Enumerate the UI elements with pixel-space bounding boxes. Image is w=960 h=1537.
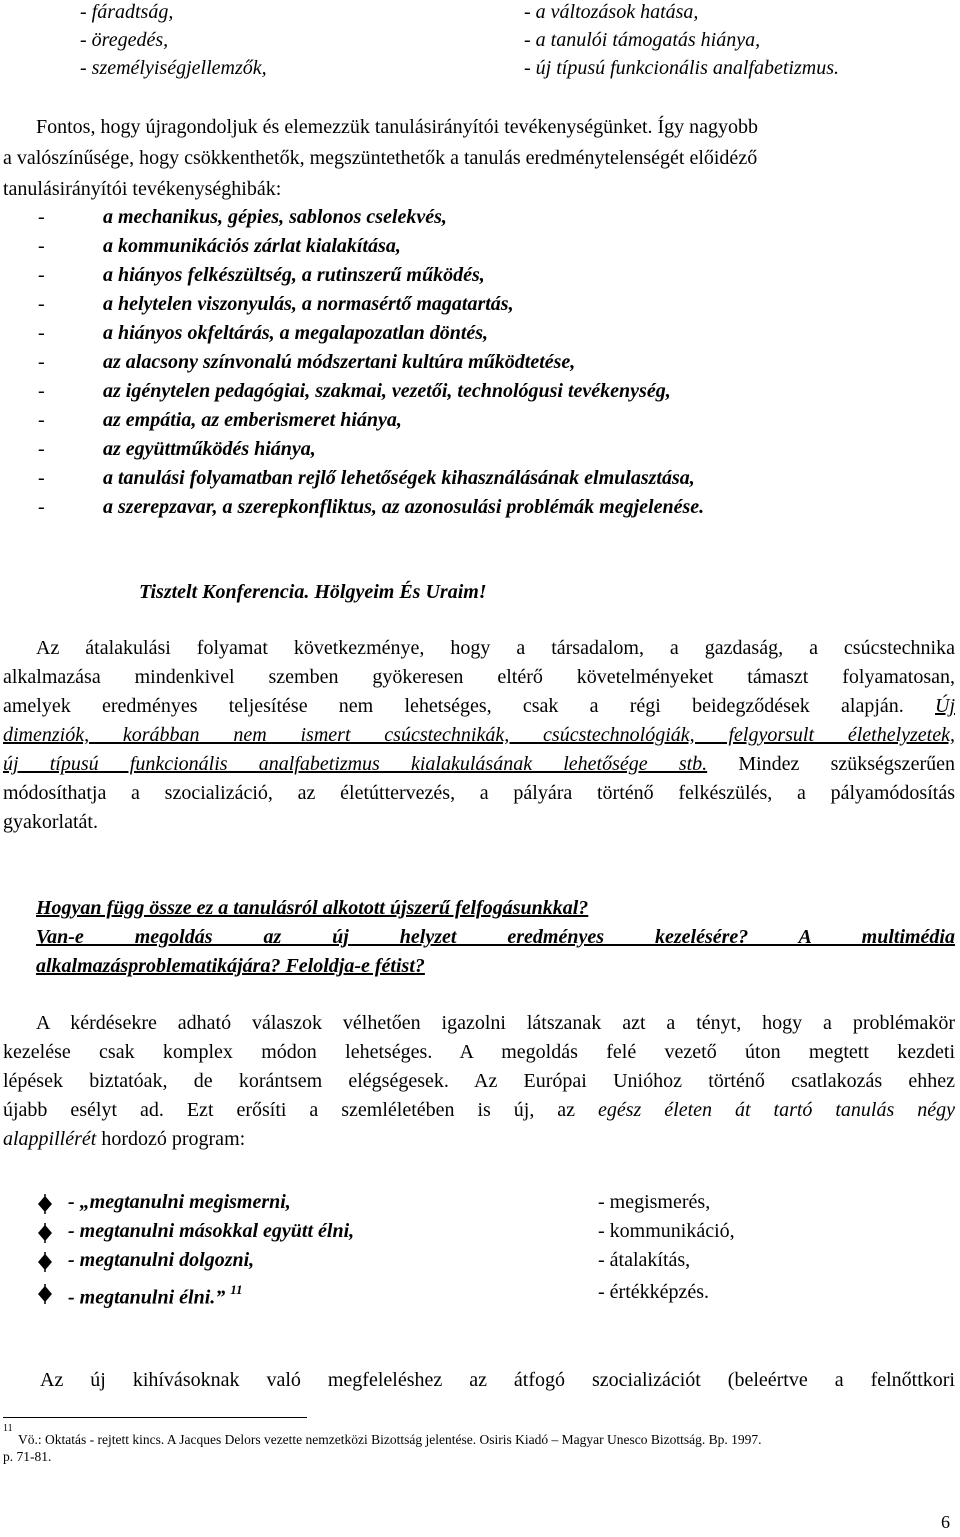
question-line: Hogyan függ össze ez a tanulásról alkotott újszerű felfogásunkkal? [36,897,589,919]
text-line: kezelése csak komplex módon lehetséges. A megoldás felé vezető úton megtett kezdeti [3,1041,955,1063]
diamond-bullet-icon [38,1252,52,1272]
footnote-ref[interactable]: 11 [230,1282,243,1297]
error-text: a kommunikációs zárlat kialakítása, [103,235,401,257]
pillar-text: - „megtanulni megismerni, [68,1191,291,1213]
diamond-bullet-icon [38,1194,52,1214]
text-line: A kérdésekre adható válaszok vélhetően igazolni látszanak azt a tényt, hogy a problémakör [36,1012,955,1034]
diamond-bullet-icon [38,1284,52,1304]
pillar-meaning: - megismerés, [598,1191,711,1213]
dash: - [38,438,45,460]
footnote-separator [3,1417,307,1418]
dash: - [38,467,45,489]
greeting-heading: Tisztelt Konferencia. Hölgyeim És Uraim! [139,581,487,603]
dash: - [38,496,45,518]
footnote-text: Vö.: Oktatás - rejtett kincs. A Jacques Delors vezette nemzetközi Bizottság jelentése. Osiris Kiadó – Magyar Unesco Bizottság. Bp. 1997. [18,1432,762,1447]
pillar-item [0,1219,960,1249]
error-text: a hiányos okfeltárás, a megalapozatlan döntés, [103,322,489,344]
diamond-bullet-icon [38,1223,52,1243]
text-line: Fontos, hogy újragondoljuk és elemezzük tanulásirányítói tevékenységünket. Így nagyobb [36,116,759,138]
question-line: alkalmazásproblematikájára? Feloldja-e fétist? [36,955,425,977]
text-line: módosíthatja a szocializáció, az életúttervezés, a pályára történő felkészülés, a pályamódosítás [3,782,955,804]
error-text: az alacsony színvonalú módszertani kultúra működtetése, [103,351,576,373]
list-item: - öregedés, [80,29,169,51]
pillar-text-run: - megtanulni élni.” [68,1286,231,1309]
dash: - [38,206,45,228]
footnote-number: 11 [3,1423,13,1434]
pillar-text [68,1280,243,1310]
text-run: Mindez szükségszerűen [707,753,955,775]
question-line: Van-e megoldás az új helyzet eredményes kezelésére? A multimédia [36,926,955,948]
dash: - [38,351,45,373]
list-item: - személyiségjellemzők, [80,57,267,79]
error-text: a helytelen viszonyulás, a normasértő magatartás, [103,293,514,315]
list-item: - fáradtság, [80,1,174,23]
pillar-meaning: - átalakítás, [598,1249,691,1271]
text-line: a valószínűsége, hogy csökkenthetők, megszüntethetők a tanulás eredménytelenségét előidéző [3,147,758,169]
text-line [3,1127,245,1151]
dash: - [38,380,45,402]
pillar-item [0,1280,960,1310]
dash: - [38,235,45,257]
text-line [3,694,955,718]
text-line: Az átalakulási folyamat következménye, hogy a társadalom, a gazdaság, a csúcstechnika [36,637,955,659]
pillar-meaning: - kommunikáció, [598,1220,735,1242]
error-text: a szerepzavar, a szerepkonfliktus, az azonosulási problémák megjelenése. [103,496,705,518]
list-item: - új típusú funkcionális analfabetizmus. [524,57,839,79]
pillar-item [0,1248,960,1278]
text-line: gyakorlatát. [3,811,98,833]
error-text: a tanulási folyamatban rejlő lehetőségek kihasználásának elmulasztása, [103,467,695,489]
dash: - [38,293,45,315]
text-line: alkalmazása mindenkivel szemben gyökeresen eltérő követelményeket támaszt folyamatosan, [3,666,955,688]
page-number: 6 [941,1512,950,1532]
footnote-text: p. 71-81. [3,1449,52,1464]
pillar-text: - megtanulni másokkal együtt élni, [68,1220,355,1242]
text-line: lépések biztatóak, de korántsem elégségesek. Az Európai Unióhoz történő csatlakozás ehhez [3,1070,955,1092]
text-run-italic: Új [935,695,955,717]
dash: - [38,409,45,431]
error-text: a mechanikus, gépies, sablonos cselekvés, [103,206,447,228]
text-run-italic: alappillérét [3,1128,97,1150]
error-text: az empátia, az emberismeret hiánya, [103,409,402,431]
pillar-text: - megtanulni dolgozni, [68,1249,255,1271]
list-item: - a változások hatása, [524,1,699,23]
list-item: - a tanulói támogatás hiánya, [524,29,761,51]
text-run: újabb esélyt ad. Ezt erősíti a szemléletében is új, az [3,1099,599,1121]
dash: - [38,264,45,286]
text-line: Az új kihívásoknak való megfeleléshez az átfogó szocializációt (beleértve a felnőttkori [40,1369,955,1391]
error-text: az együttműködés hiánya, [103,438,316,460]
error-text: az igénytelen pedagógiai, szakmai, vezetői, technológusi tevékenység, [103,380,671,402]
text-line [3,1098,955,1122]
dash: - [38,322,45,344]
text-run: amelyek eredményes teljesítése nem lehetséges, csak a régi beidegződések alapján. [3,695,935,717]
text-line: tanulásirányítói tevékenységhibák: [3,178,282,200]
text-line: dimenziók, korábban nem ismert csúcstechnikák, csúcstechnológiák, felgyorsult élethelyzetek, [3,724,955,746]
text-run-italic: egész életen át tartó tanulás négy [598,1099,955,1121]
text-run: hordozó program: [96,1128,246,1150]
error-text: a hiányos felkészültség, a rutinszerű működés, [103,264,485,286]
text-run-italic: új típusú funkcionális analfabetizmus kialakulásának lehetősége stb. [3,753,708,775]
text-line [3,752,955,776]
pillar-meaning: - értékképzés. [598,1281,710,1303]
pillar-item [0,1190,960,1220]
